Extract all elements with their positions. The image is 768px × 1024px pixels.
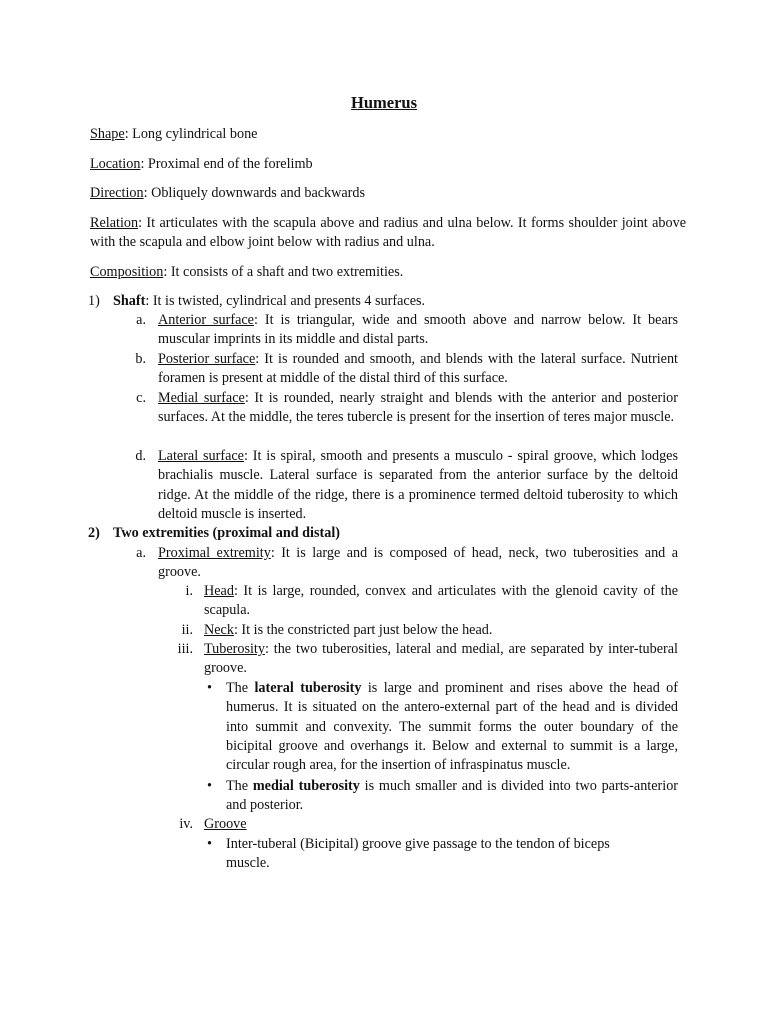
list-marker: 1) (88, 293, 100, 309)
field-label: Shape (90, 126, 125, 142)
item-label: Neck (204, 622, 234, 638)
bullet-pre: The (226, 778, 253, 794)
item-label: Groove (204, 816, 247, 832)
list-marker: iii. (177, 641, 193, 657)
field-text: : Proximal end of the forelimb (140, 156, 313, 172)
list-marker: iv. (179, 816, 193, 832)
page-title: Humerus (351, 93, 417, 112)
list-marker: a. (136, 545, 146, 561)
bullet-bold: medial tuberosity (252, 778, 360, 794)
bullet-pre: The (226, 680, 255, 696)
item-text: : It is spiral, smooth and presents a musculo - spiral groove, which lodges brachialis muscle. Lateral surface is separated from the anterior surface by the deltoid ridge. At the middle of the ridge, there is a prominence termed deltoid tuberosity to which deltoid muscle is inserted. (158, 448, 679, 522)
item-text: : It is rounded, nearly straight and blends with the anterior and posterior surfaces. At the middle, the teres tubercle is present for the insertion of teres major muscle. (158, 390, 678, 426)
list-item-head (204, 582, 678, 621)
bullet-bold: lateral tuberosity (254, 680, 362, 696)
field-label: Composition (90, 264, 164, 280)
item-label: Tuberosity (204, 641, 265, 657)
shaft-heading (113, 292, 686, 311)
list-item-groove (204, 815, 678, 834)
list-item-lateral-surface (158, 447, 678, 524)
extremities-heading: Two extremities (proximal and distal) (113, 525, 340, 541)
list-item-medial-surface (158, 389, 678, 428)
item-label: Head (204, 583, 234, 599)
item-label: Proximal extremity (158, 545, 271, 561)
field-text: : It consists of a shaft and two extremities. (163, 264, 404, 280)
list-item-medial-tuberosity (226, 777, 678, 816)
bullet-icon: • (207, 836, 212, 852)
shaft-label: Shaft (113, 293, 146, 309)
field-label: Location (90, 156, 141, 172)
list-item-neck (204, 621, 678, 640)
field-shape (90, 125, 686, 144)
item-text: : It is rounded and smooth, and blends with the lateral surface. Nutrient foramen is present at middle of the distal third of this surface. (158, 351, 678, 387)
item-text: : It is the constricted part just below the head. (233, 622, 493, 638)
bullet-text: is much smaller and is divided into two parts-anterior and posterior. (226, 778, 679, 814)
list-item-anterior-surface (158, 311, 678, 350)
list-item-lateral-tuberosity (226, 679, 678, 775)
bullet-text: is large and prominent and rises above the head of humerus. It is situated on the antero-external part of the head and is divided into summit and convexity. The summit forms the outer boundary of the bicipital groove and overhangs it. Below and external to summit is a large, circular rough area, for the insertion of infraspinatus muscle. (226, 680, 678, 774)
item-label: Lateral surface (158, 448, 244, 464)
list-marker: ii. (181, 622, 193, 638)
field-direction (90, 184, 686, 203)
field-text: : Long cylindrical bone (124, 126, 258, 142)
bullet-icon: • (207, 778, 212, 794)
item-text: : It is large and is composed of head, neck, two tuberosities and a groove. (158, 545, 679, 581)
item-label: Anterior surface (158, 312, 254, 328)
bullet-icon: • (207, 680, 212, 696)
list-item-bicipital-groove: Inter-tuberal (Bicipital) groove give passage to the tendon of biceps muscle. (226, 836, 610, 872)
field-text: : It articulates with the scapula above and radius and ulna below. It forms shoulder joint above with the scapula and elbow joint below with radius and ulna. (90, 215, 686, 251)
item-text: : It is large, rounded, convex and articulates with the glenoid cavity of the scapula. (204, 583, 678, 619)
list-item-posterior-surface (158, 350, 678, 389)
list-item-proximal-extremity (158, 544, 678, 583)
item-label: Medial surface (158, 390, 245, 406)
field-label: Direction (90, 185, 144, 201)
field-label: Relation (90, 215, 139, 231)
field-relation (90, 214, 686, 253)
item-label: Posterior surface (158, 351, 256, 367)
list-marker: i. (185, 583, 193, 599)
list-marker: d. (135, 448, 146, 464)
list-marker: c. (136, 390, 146, 406)
list-item-tuberosity (204, 640, 678, 679)
list-marker: 2) (88, 525, 100, 541)
item-text: : the two tuberosities, lateral and medial, are separated by inter-tuberal groove. (204, 641, 678, 677)
list-marker: b. (135, 351, 146, 367)
field-composition (90, 263, 686, 282)
shaft-text: : It is twisted, cylindrical and presents 4 surfaces. (145, 293, 426, 309)
field-text: : Obliquely downwards and backwards (143, 185, 366, 201)
item-text: : It is triangular, wide and smooth above and narrow below. It bears muscular imprints in its middle and distal parts. (158, 312, 678, 348)
field-location (90, 155, 686, 174)
list-marker: a. (136, 312, 146, 328)
